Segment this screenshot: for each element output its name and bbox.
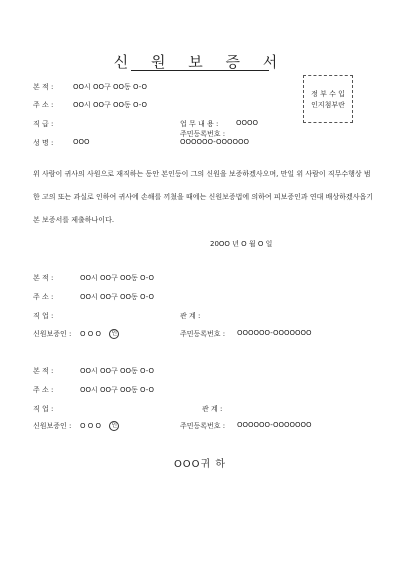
- guarantor-1-domicile-value: OO시 OO구 OO동 O-O: [80, 274, 154, 282]
- domicile-label: 본 적 :: [33, 83, 54, 91]
- guarantor-2-guarantor-name: O O O: [80, 422, 101, 430]
- name-value: OOO: [73, 138, 90, 146]
- rrn-label: 주민등록번호 :: [180, 130, 226, 138]
- domicile-value: OO시 OO구 OO동 O-O: [73, 83, 147, 91]
- document-title: 신 원 보 증 서: [113, 53, 287, 71]
- guarantor-2-rrn-label: 주민등록번호 :: [180, 422, 226, 430]
- title-underline: [131, 70, 269, 71]
- guarantor-1-rrn-label: 주민등록번호 :: [180, 330, 226, 338]
- stamp-box: [303, 75, 353, 123]
- guarantor-1-address-label: 주 소 :: [33, 293, 54, 301]
- address-value: OO시 OO구 OO동 O-O: [73, 101, 147, 109]
- document-date: 20OO 년 O 월 O 일: [210, 240, 273, 248]
- address-label: 주 소 :: [33, 101, 54, 109]
- duty-label: 업 무 내 용 :: [180, 120, 219, 128]
- rank-label: 직 급 :: [33, 120, 54, 128]
- stamp-label-1: 정 부 수 입: [311, 90, 345, 98]
- guarantor-1-job-label: 직 업 :: [33, 312, 54, 320]
- addressee-closing: OOO귀 하: [173, 459, 227, 470]
- guarantor-1-rrn-value: OOOOOO-OOOOOOO: [237, 329, 312, 337]
- stamp-label-2: 인지첨부란: [311, 101, 345, 109]
- guarantor-2-domicile-label: 본 적 :: [33, 367, 54, 375]
- guarantor-1-address-value: OO시 OO구 OO동 O-O: [80, 293, 154, 301]
- guarantor-1-guarantor-name: O O O: [80, 330, 101, 338]
- guarantor-1-guarantor-label: 신원보증인 :: [33, 330, 72, 338]
- guarantor-2-address-value: OO시 OO구 OO동 O-O: [80, 386, 154, 394]
- guarantor-1-relation-label: 관 계 :: [180, 312, 201, 320]
- rrn-value: OOOOOO-OOOOOO: [180, 138, 250, 146]
- guarantor-2-address-label: 주 소 :: [33, 386, 54, 394]
- guarantor-2-rrn-value: OOOOOO-OOOOOOO: [237, 421, 312, 429]
- guarantor-2-job-label: 직 업 :: [33, 405, 54, 413]
- guarantor-1-seal: 인: [109, 329, 119, 339]
- guarantor-2-domicile-value: OO시 OO구 OO동 O-O: [80, 367, 154, 375]
- guarantor-2-seal: 인: [109, 421, 119, 431]
- guarantor-2-relation-label: 관 계 :: [202, 405, 223, 413]
- guarantee-statement: 위 사람이 귀사의 사원으로 재직하는 동안 본인등이 그의 신원을 보증하겠사오며, 만일 위 사람이 직무수행상 범한 고의 또는 과실로 인하여 귀사에 손해를 끼쳤을 때에는 신원보증법에 의하여 피보증인과 연대 배상하겠사옵기 본 보증서를 제출하나이다.: [33, 170, 373, 224]
- name-label: 성 명 :: [33, 139, 54, 147]
- guarantor-1-domicile-label: 본 적 :: [33, 274, 54, 282]
- guarantor-2-guarantor-label: 신원보증인 :: [33, 422, 72, 430]
- duty-value: OOOO: [236, 119, 259, 127]
